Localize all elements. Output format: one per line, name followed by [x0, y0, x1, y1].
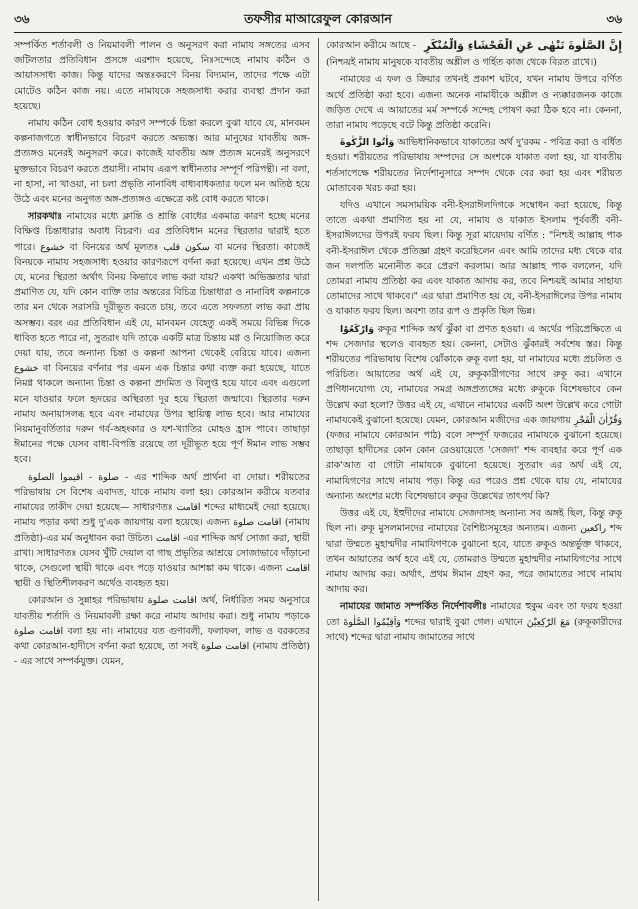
paragraph: নামাযের এ ফল ও ক্রিয়ার তখনই প্রকাশ ঘটবে, যখন নামায উপরে বর্ণিত অর্থে প্রতিষ্ঠা করা হবে। এজন্য অনেক নামাযীকে অশ্লীল ও ন্যক্কারজনক কাজে জড়িত দেখে এ আয়াতের মর্ম সম্পর্কে সন্দেহ পোষণ করা ঠিক হবে না। কেননা, তারা নামায পড়েছে বটে কিন্তু প্রতিষ্ঠা করেনি।	[326, 74, 622, 132]
page-number-right: ৩৬	[606, 12, 622, 26]
paragraph	[326, 135, 622, 196]
paragraph-text: আভিধানিকভাবে যাকাতের অর্থ দু'রকম - পবিত্র করা ও বর্ধিত হওয়া। শরীয়তের পরিভাষায় সম্পদের সে অংশকে যাকাত বলা হয়, যা যাবতীয় শর্তসাপেক্ষে শরীয়তের নির্দেশানুসারে সম্পদ থেকে বের করা হয় এবং শরীয়ত মোতাবেক খরচ করা হয়।	[326, 137, 622, 194]
paragraph: নামায কঠিন বোধ হওয়ার কারণ সম্পর্কে চিন্তা করলে বুঝা যাবে যে, মানবমন কল্পনাজগতে স্বাধীনভাবে বিচরণ করতে অভ্যস্ত। আর মানুষের যাবতীয় অঙ্গ-প্রত্যঙ্গও মনেরই অনুসরণ করে। কাজেই যাবতীয় অঙ্গ প্রত্যঙ্গ মনেরই অনুসরণে মুক্তভাবে বিচরণ করতে প্রয়াসী। নামায এরূপ স্বাধীনতার সম্পূর্ণ পরিপন্থী। না বলা, না হাসা, না খাওয়া, না চলা প্রভৃতি নানাবিধ বাধ্যবাধকতার ফলে মন অতিষ্ঠ হয়ে উঠে এবং মনের অনুগত অঙ্গ-প্রত্যঙ্গও এক্ষেত্রে কষ্ট বোধ করতে থাকে।	[14, 118, 310, 206]
paragraph-text: রুকূর শাব্দিক অর্থ ঝুঁকা বা প্রণত হওয়া। এ অর্থের পরিপ্রেক্ষিতে এ শব্দ সেজদার স্থলেও ব্যবহৃত হয়। কেননা, সেটাও ঝুঁকারই সর্বশেষ স্তর। কিন্তু শরীয়তের পরিভাষায় বিশেষ ঝোঁকাকে রুকূ বলা হয়, যা নামাযের মধ্যে প্রচলিত ও পরিচিত। আয়াতের অর্থ এই যে, রুকূকারীগণের সাথে রুকূ কর। এখানে প্রণিধানযোগ্য যে, নামাযের সমগ্র অঙ্গপ্রত্যঙ্গের মধ্যে রুকূকে বিশেষভাবে কেন উল্লেখ করা হলো? উত্তর এই যে, এখানে নামাযের একটি অংশ উল্লেখ করে গোটা নামাযকেই বুঝানো হয়েছে। যেমন, কোরআন মজীদের এক জায়গায় وَقُرْاٰنَ الْفَجْرِ (ফজর নামাযে কোরআন পাঠ) বলে সম্পূর্ণ ফজরের নামাযকে বুঝানো হয়েছে। তাছাড়া হাদীসের কোন কোন রেওয়ায়েতে 'সেজদা' শব্দ ব্যবহার করে পূর্ণ এক রাক'আত বা গোটা নামাযকে বুঝানো হয়েছে। সুতরাং এর অর্থ এই যে, নামাযিগণের সাথে নামায পড়। কিন্তু এর পরেও প্রশ্ন থেকে যায় যে, নামাযের অন্যান্য অংশের মধ্যে বিশেষভাবে রুকূর উল্লেখের তাৎপর্য কি?	[326, 323, 622, 502]
section-lead: নামাযের জামাত সম্পর্কিত নির্দেশাবলীঃ	[340, 601, 487, 613]
arabic-verse: إِنَّ الصَّلٰوةَ تَنْهٰى عَنِ الْفَحْشَاءِ وَالْمُنْكَرِ	[424, 39, 622, 52]
paragraph: উত্তর এই যে, ইহুদীদের নামাযে সেজদাসহ অন্যান্য সব অঙ্গই ছিল, কিন্তু রুকূ ছিল না। রুকূ মুসলমানদের নামাযের বৈশিষ্ট্যসমূহের অন্যতম। এজন্য راكعين শব্দ দ্বারা উম্মতে মুহাম্মদীর নামাযিগণকে বুঝানো হবে, যাতে রুকূও অন্তর্ভুক্ত থাকবে, তখন আয়াতের অর্থ হবে এই যে, তোমরাও উম্মতে মুহাম্মদীর নামাযিগণের সাথে নামায আদায় কর। অর্থাৎ, প্রথম ঈমান গ্রহণ কর, পরে জামাতের সাথে নামায আদায় কর।	[326, 508, 622, 596]
page-header	[14, 10, 622, 33]
paragraph-text: নামাযের হুকুম এবং তা ফরয হওয়া তো وَاَقِيْمُوا الصَّلٰوةَ শব্দের দ্বারাই বুঝা গেল। এখানে مَعَ الرّٰكِعِيْنَ (রুকূকারীদের সাথে) শব্দের দ্বারা নামায জামাতের সাথে	[326, 601, 622, 643]
arabic-term: وَارْكَعُوْا	[340, 323, 374, 335]
section-lead: সারকথাঃ	[28, 211, 63, 223]
left-column	[14, 38, 310, 903]
verse-prefix: কোরআন করীমে আছে -	[326, 40, 416, 51]
paragraph	[326, 599, 622, 645]
quran-verse	[326, 38, 622, 53]
paragraph: কোরআন ও সুন্নাহর পরিভাষায় اقامت صلوة অর্থ, নির্ধারিত সময় অনুসারে যাবতীয় শর্তাদি ও নিয়মাবলী রক্ষা করে নামায আদায় করা। শুধু নামায পড়াকে اقامت صلوة বলা হয় না। নামাযের যত গুণাবলী, ফলাফল, লাভ ও বরকতের কথা কোরআন-হাদীসে বর্ণনা করা হয়েছে, তা সবই اقامت صلوة (নামায প্রতিষ্ঠা) - এর সাথে সম্পর্কযুক্ত। যেমন,	[14, 595, 310, 668]
paragraph: সম্পর্কিত শর্তাবলী ও নিয়মাবলী পালন ও অনুসরণ করা নামায সঙ্গতের এসব জটিলতার প্রতিবিধান প্রসঙ্গে এরশাদ হয়েছে, নিঃসন্দেহে নামায কঠিন ও আয়াসসাধ্য কাজ। কিন্তু যাদের অন্তঃকরণে বিনয় বিদ্যমান, তাদের পক্ষে এটা মোটেও কঠিন কাজ নয়। এতে নামাযকে সহজসাধ্য করার ব্যবস্থা প্রদান করা হয়েছে।	[14, 40, 310, 112]
paragraph: যদিও এখানে সমসাময়িক বনী-ইসরাঈলদিগকে সম্বোধন করা হয়েছে, কিন্তু তাতে একথা প্রমাণিত হয় না যে, নামায ও যাকাত ইসলাম পূর্ববর্তী বনী-ইসরাঈলদের উপরই ফরয ছিল। কিন্তু সূরা মায়েদায় বর্ণিত : "নিশ্চই আল্লাহ পাক বনী-ইসরাঈল থেকে প্রতিজ্ঞা গ্রহণ করেছিলেন এবং আমি তাদের মধ্য থেকে বার জন দলপতি মনোনীত করে প্রেরণ করলাম। আর আল্লাহ পাক বললেন, যদি তোমরা নামায প্রতিষ্ঠা কর এবং যাকাত আদায় কর, তবে নিশ্চয়ই আমার সাহায্য তোমাদের সাথে থাকবে।" এর দ্বারা প্রমাণিত হয় যে, বনী-ইসরাঈলের উপর নামায ও যাকাত ফরয ছিল। অবশ্য তার রূপ ও প্রকৃতি ছিল ভিন্ন।	[326, 200, 622, 318]
paragraph: صلوة - اقيموا الصلوة - এর শাব্দিক অর্থ প্রার্থনা বা দোয়া। শরীয়তের পরিভাষায় সে বিশেষ এবাদত, যাকে নামায বলা হয়। কোরআন করীমে যতবার নামাযের তাকীদ দেয়া হয়েছে— সাধারণতঃ اقامت শব্দের মাধ্যমেই দেয়া হয়েছে। নামায পড়ার কথা শুধু দু'এক জায়গায় বলা হয়েছে। এজন্য اقامت صلوة (নামায প্রতিষ্ঠা)-এর মর্ম অনুধাবন করা উচিত। اقامت -এর শাব্দিক অর্থ সোজা করা, স্থায়ী রাখা। সাধারণতঃ যেসব খুঁটি দেয়াল বা গাছ প্রভৃতির আশ্রয়ে সোজাভাবে দাঁড়ানো থাকে, সেগুলো স্থায়ী থাকে এবং পড়ে যাওয়ার আশঙ্কা কম থাকে। এজন্য اقامت স্থায়ী ও স্থিতিশীলকরণ অর্থেও ব্যবহৃত হয়।	[14, 471, 310, 590]
paragraph: (নিশ্চয়ই নামায মানুষকে যাবতীয় অশ্লীল ও গর্হিত কাজ থেকে বিরত রাখে।)	[326, 57, 597, 69]
running-title: তফসীর মাআরেফুল কোরআন	[244, 11, 392, 26]
right-column	[326, 38, 622, 903]
paragraph	[326, 322, 622, 504]
paragraph	[14, 209, 310, 467]
page-number-left: ৩৬	[14, 12, 30, 26]
column-divider	[318, 38, 319, 901]
arabic-term: وَاٰتُوا الزَّكٰوةَ	[340, 137, 395, 149]
paragraph-text: নামাযের মধ্যে ক্লান্তি ও শ্রান্তি বোধের একমাত্র কারণ হচ্ছে মনের বিক্ষিপ্ত চিন্তাধারার অবাধ বিচরণ। এর প্রতিবিধান মনের স্থিরতার দ্বারাই হতে পারে। خشوع বা বিনয়ের অর্থ মূলতঃ سكون قلب বা মনের স্থিরতা। কাজেই বিনয়কে নামায সহজসাধ্য হওয়ার কারণরূপে বর্ণনা করা হয়েছে। এখন প্রশ্ন উঠে যে, মনের স্থিরতা অর্থাৎ বিনয় কিভাবে লাভ করা যায়? একথা অভিজ্ঞতার দ্বারা প্রমাণিত যে, যদি কোন ব্যক্তি তার অন্তরের বিচিত্র চিন্তাধারা ও নানাবিধ কল্পনাকে তার মন থেকে সরাসরি দূরীভূত করতে চায়, তবে এতে সফলতা লাভ করা প্রায় অসম্ভব। বরং এর প্রতিবিধান এই যে, মানবমন যেহেতু একই সময়ে বিভিন্ন দিকে ধাবিত হতে পারে না, সুতরাং যদি তাকে একটি মাত্র চিন্তায় মগ্ন ও নিয়োজিত করে দেয়া যায়, তবে অন্যান্য চিন্তা ও কল্পনা আপনা থেকেই বেরিয়ে যাবে। এজন্য خشوع বা বিনয়ের বর্ণনার পর এমন এক চিন্তার কথা ব্যক্ত করা হয়েছে, যাতে নিমগ্ন থাকলে অন্যান্য চিন্তা ও কল্পনা প্রদমিত ও বিলুপ্ত হয়ে যাবে এবং এগুলো মনে যাওয়ার ফলে হৃদয়ের অস্থিরতা দূর হয়ে স্থিরতা জন্মাবে। স্থিরতার দরুন নামায অনায়াসলব্ধ হবে এবং নামাযের উপর স্থায়িত্ব লাভ হবে। আর নামাযের নিয়মানুবর্তিতার দরুন গর্ব-অহংকার ও যশ-খ্যাতির মোহও হ্রাস পাবে। তাছাড়া ঈমানের পক্ষে যেসব বাধা-বিপত্তি রয়েছে তা দূরীভূত হয়ে পূর্ণ ঈমান লাভ সম্ভব হবে।	[14, 211, 310, 466]
